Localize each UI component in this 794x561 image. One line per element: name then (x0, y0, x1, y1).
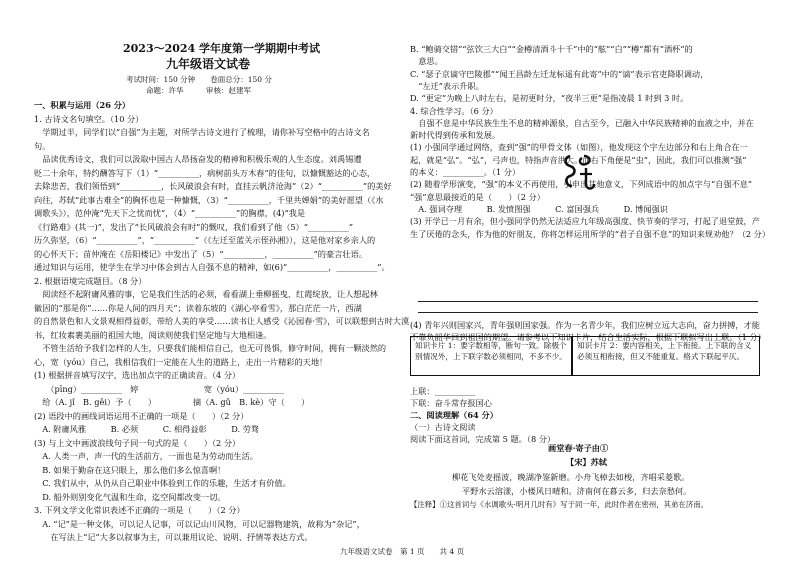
right-line: (3) 开学已一月有余，但小强同学仍然无法适应九年级高强度、快节奏的学习，打起了退堂鼓，产 (410, 216, 760, 227)
right-line: 意思。 (410, 56, 443, 67)
right-line: 起，就是“弘”。“弘”，弓声也，特指声音洪大。而右下角便是“虫”，因此，我们可以推测“强” (410, 154, 747, 165)
right-line: A. 强词夺理 B. 发愤图强 C. 富国强兵 D. 博闻强识 (410, 203, 668, 214)
left-line: 在写法上“记”大多以叙事为主，可以兼用议论、说明、抒情等表达方式。 (34, 532, 313, 542)
knowledge-card-2-text: 知识卡片 2：要内容相关，上下衔接。上下联的含义必须互相衔接，但又不能重复。格式下联起平仄。 (577, 341, 752, 361)
right-line: 的本义：__________。（1 分） (410, 167, 521, 177)
left-line: 3. 下列文学文化常识表述不正确的一项是（ ）（2 分） (34, 505, 245, 515)
left-line: 贬二十余年，特约酬答写下（1）“__________，病树前头万木春”的佳句，以慷慨豁达的心态， (34, 167, 376, 178)
exam-title: 2023～2024 学年度第一学期期中考试 (123, 42, 321, 55)
right-line: 生了厌倦的念头，作为他的好朋友，你将怎样运用所学的“君子自强不息”的知识来规劝他？（2 分） (410, 228, 771, 239)
left-line: D. 船外则别变化气温和生命，迄空间都改变一切。 (34, 491, 226, 502)
left-line: (3) 与上文中画波浪线句子同一句式的是（ ）（2 分） (34, 437, 241, 448)
exam-meta-time: 考试时间：150 分钟 卷面总分：150 分 (126, 75, 272, 84)
knowledge-card-2 (572, 336, 760, 376)
left-line: 的自然景色和人文景观相得益彰，带给人美的享受……读书让人感受《沁园春·雪》，可以联想到古时大漠 (34, 316, 410, 326)
left-line: 心，宽（yóu）自己，我相信我们一定能在人生的道路上，走出一片精彩的天地！ (34, 356, 328, 367)
right-line: 二、阅读理解（64 分） (410, 410, 498, 420)
left-line: B. 如果于勤奋在这只眼上，那么他们多么惊喜啊！ (34, 464, 226, 475)
left-line: 品读优秀诗文，我们可以汲取中国古人昂扬奋发的精神和积极乐观的人生态度。刘禹锡遭 (34, 154, 362, 164)
left-line: (1) 根据拼音填写汉字，选出加点字的正确读音。（4 分） (34, 370, 241, 380)
left-line: 调歌头》），范仲淹“先天下之忧而忧”，（4）“__________”的胸襟，(4)“我是 (34, 208, 306, 218)
exam-meta-authors: 命题：许华 审核：赵建军 (146, 86, 251, 95)
left-line: A. 附庸风雅 B. 必须 C. 相得益彰 D. 劳骛 (34, 424, 260, 434)
right-line: (4) 青年兴则国家兴，青年强则国家强。作为一名青少年，我们应树立远大志向，奋力拼搏，才能 (410, 320, 760, 330)
answer-line-1[interactable] (418, 301, 758, 302)
poem-author: 【宋】苏轼 (566, 457, 607, 467)
poem-line-1: 柳花飞处麦摇波，晚湖净鉴新磨。小舟飞棹去如梭，齐唱采菱歌。 (452, 472, 690, 482)
left-line: 去除悲苦，我们领悟到“__________，长风破浪会有时，直挂云帆济沧海”（2）“__________”的美好 (34, 181, 392, 191)
right-line: 新时代得到传承和发展。 (410, 130, 501, 141)
left-line: 不管生活给予我们怎样的人生，只要我们能相信自己，也无可畏惧，修守时间，拥有一颗淡然的 (34, 343, 387, 353)
poem-title: 画堂春·寄子由① (548, 443, 609, 453)
knowledge-card-1 (410, 336, 572, 376)
right-line: (1) 小强同学通过网络，查到“强”的甲骨文体（如图），他发现这个字左边部分和右上角合在一 (410, 142, 748, 153)
knowledge-card-1-text: 知识卡片 1：要字数相等，断句一致。除极个别情况外，上下联字数必须相同，不多不少。 (415, 341, 567, 361)
left-line: 书，红妆素裹美丽的祖国大地，阅读则使我们坚定地与大地相逢。 (34, 329, 272, 340)
oracle-bone-character-image (560, 150, 600, 194)
answer-line-2[interactable] (418, 312, 758, 313)
left-line: 《行路难》(其一)”，发出了“长风破浪会有时”的慨叹，我们看到了他（5）“__________” (34, 221, 354, 232)
left-line: 徽因的“那是你”……你是人间的四月天”；读着东坡的《湖心亭看雪》，那白茫茫一片，西湖 (34, 302, 362, 313)
right-line: D. “更定”为晚上八时左右，是初更时分，“夜半三更”是指凌晨 1 时到 3 时。 (410, 93, 689, 104)
right-line: “强”意思最接近的是（ ）（2 分） (410, 191, 545, 202)
left-line: 阅读经不起附庸风雅的事，它是我们生活的必须，看看湖上垂柳摇曳、红霞绽放，让人想起林 (34, 289, 378, 299)
right-line: (2) 随着学形演变，“强”的本义不再使用，引申出其他意义，下列成语中的加点字与“自强不息” (410, 179, 753, 190)
left-line: 通过知识与运用，使学生在学习中体会到古人自强不息的精神，如(6)“__________，__________”。 (34, 262, 390, 272)
right-line: B. “鲍骑交错”“弦饮三大白”“金樽清酒斗十千”中的“舷”“白”“樽”都有“酒杯”的 (410, 44, 693, 54)
poem-line-2: 平野水云溶漾，小楼风日晴和。济南何在暮云多，归去奈愁何。 (462, 486, 692, 496)
left-line: 向往，苏轼“此事古难全”的胸怀也是一种慷慨，（3）“__________，千里共婵娟”的美好愿望（《水 (34, 194, 384, 205)
right-line: 下联：奋斗常存报国心 (410, 398, 492, 408)
left-line: （pīng）__________ 婷 宽（yóu）__________ (34, 383, 285, 394)
right-line: 阅读下面这首词，完成第 5 题。（8 分） (410, 434, 556, 444)
left-line: C. 我们从中，从仍从自己职业中体验到工作的乐趣，生活才有价值。 (34, 478, 291, 488)
left-line: 的心怀天下；苗仲淹在《岳阳楼记》中发出了（5）“__________，__________”的豪言壮语。 (34, 248, 367, 259)
left-line: 一、积累与运用（26 分） (34, 100, 131, 110)
right-line: 上联：__________ (410, 386, 476, 396)
right-line: 4. 综合性学习。（6 分） (410, 105, 498, 116)
right-line: 自强不息是中华民族生生不息的精神源泉，自古至今，已融入中华民族精神的血液之中，并在 (410, 117, 754, 128)
right-line: “左迁”表示升职。 (410, 80, 484, 91)
left-line: A. “记”是一种文体，可以记人记事，可以记山川风物，可以记器物建筑，故称为“杂记”， (34, 518, 365, 529)
left-line: 给（A. jǐ B. gěi）予（ ） 摘（A. gǔ B. kè）守（ ） (34, 397, 310, 407)
left-line: 1. 古诗文名句填空。（10 分） (34, 113, 144, 124)
left-line: 2. 根据语境完成题目。（8 分） (34, 275, 147, 286)
exam-subtitle: 九年级语文试卷 (166, 57, 251, 71)
left-line: 句。 (34, 140, 51, 151)
right-line: C. “瑟子京谪守巴陵郡”“闻王昌龄左迁龙标遥有此寄”中的“谪”表示官吏降职调动， (410, 68, 709, 79)
right-line: 不靠负韶华回到祖国的期望。请参考以下知识卡片，结合生活实际，根据下联拟写出上联。（1 分） (410, 332, 766, 342)
right-line: （一）古诗文阅读 (410, 422, 476, 432)
page-footer: 九年级语文试卷 第 1 页 共 4 页 (340, 547, 465, 556)
left-line: 历久弥坚，（6）“__________”，“__________”（《左迁至蓝关示侄孙湘》），这是他对家乡亲人的 (34, 235, 376, 245)
left-line: A. 人类一声，声一代的生活前方，一面也是为劳动而生活。 (34, 451, 258, 461)
left-line: (2) 语段中的画线词语运用不正确的一项是（ ）（2 分） (34, 410, 249, 421)
left-line: 学期过半，同学们以“自强”为主题，对所学古诗文进行了梳理，请你补写空格中的古诗文名 (34, 127, 370, 137)
poem-note: 【注释】①这首词与《水调歌头·明月几时有》写于同一年，此时作者在密州，其弟在济南。 (410, 500, 708, 509)
